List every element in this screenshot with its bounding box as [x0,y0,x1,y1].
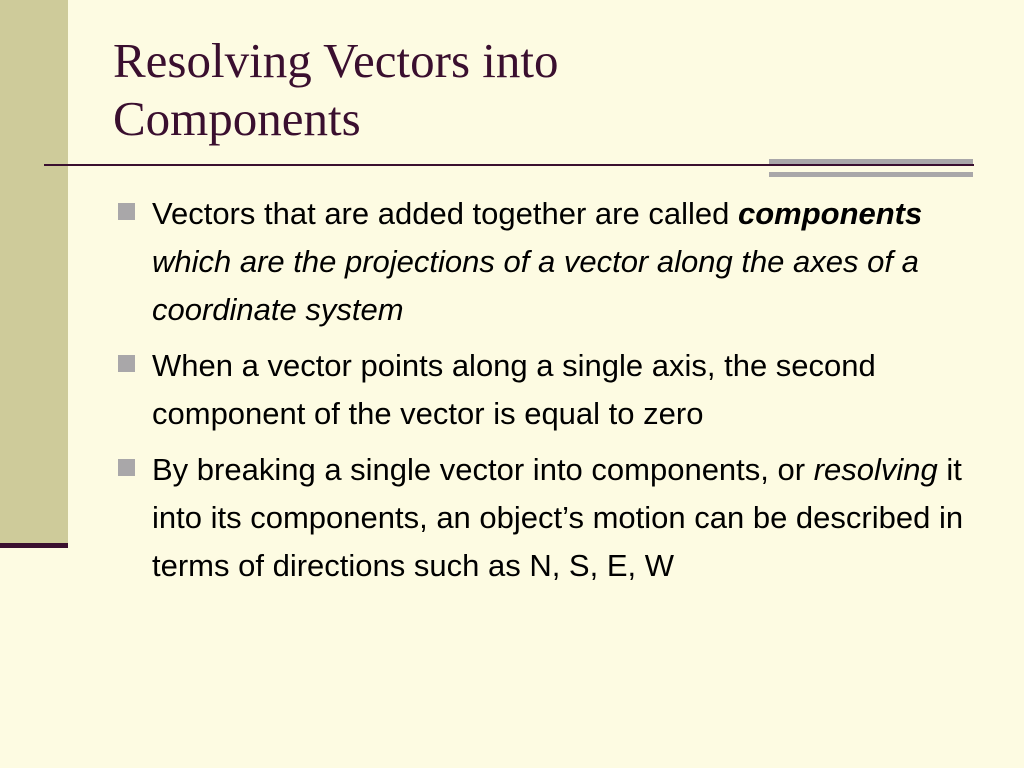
title-accent-bar-top [769,159,973,164]
bullet-text-plain: When a vector points along a single axis, the second component of the vector is equal to zero [152,348,876,431]
bullet-item [118,190,978,334]
square-bullet-icon [118,203,135,220]
slide-title: Resolving Vectors into Components [113,33,559,146]
bullet-item [118,342,978,438]
bullet-term-components: components [737,196,923,231]
left-band-underline [0,543,68,548]
square-bullet-icon [118,355,135,372]
title-divider [44,164,974,166]
title-accent-bar-bottom [769,172,973,177]
left-decorative-band [0,0,68,545]
square-bullet-icon [118,459,135,476]
bullet-text-plain: it into its components, an object’s motion can be described in terms of directions such as N, S, E, W [152,452,964,583]
bullet-text-plain: By breaking a single vector into components, or [152,452,814,487]
bullet-list [118,190,978,598]
bullet-text-italic: which are the projections of a vector along the axes of a coordinate system [152,244,919,327]
bullet-item [118,446,978,590]
bullet-text-plain: Vectors that are added together are called [152,196,738,231]
bullet-term-resolving: resolving [813,452,938,487]
